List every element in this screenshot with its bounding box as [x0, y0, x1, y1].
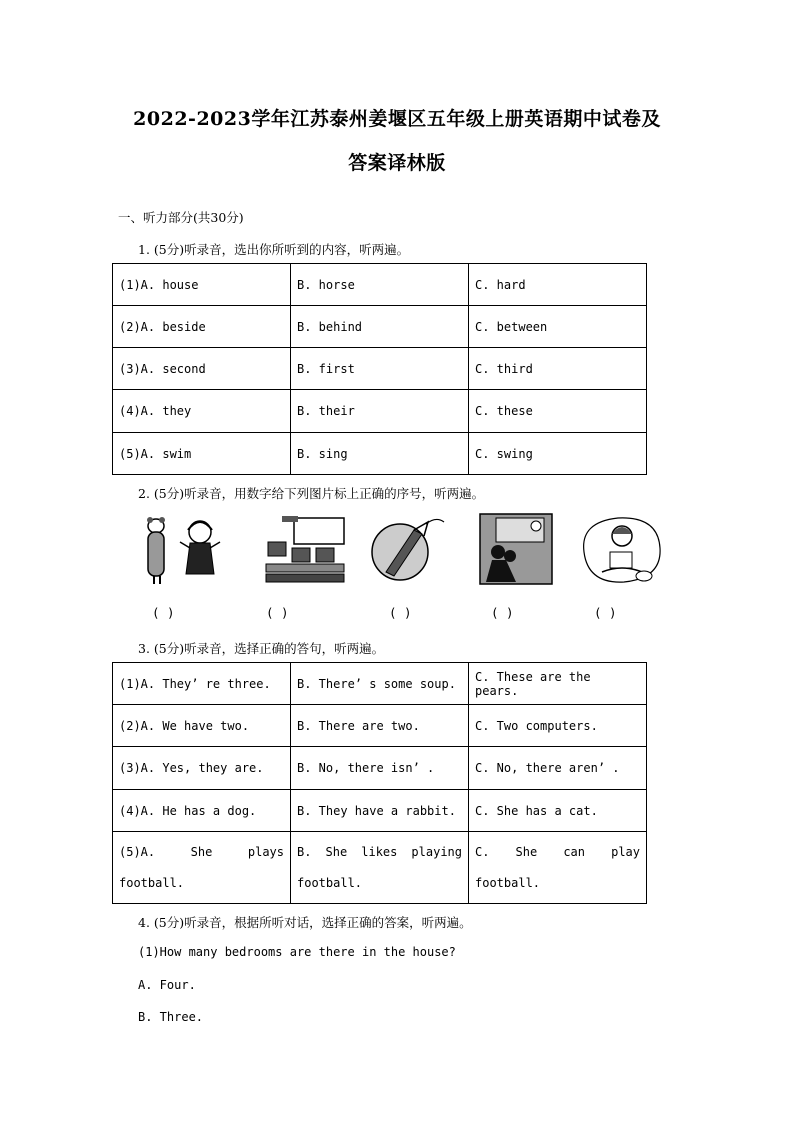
q3-option [291, 832, 469, 904]
q2-answer-blank[interactable]: ( ) [594, 605, 617, 620]
q4-option-a: A. Four. [138, 978, 196, 992]
q3-option: (3)A. Yes, they are. [113, 747, 291, 790]
q2-instruction: 2. (5分)听录音，用数字给下列图片标上正确的序号，听两遍。 [138, 486, 485, 501]
page-title-line2: 答案译林版 [348, 152, 446, 174]
q2-answer-blank[interactable]: ( ) [389, 605, 412, 620]
q3-option: C. Two computers. [469, 705, 647, 747]
q4-subquestion: (1)How many bedrooms are there in the house? [138, 945, 456, 959]
q1-option: C. swing [469, 433, 647, 475]
table-row [113, 306, 647, 348]
q1-option: C. these [469, 390, 647, 433]
q3-option-line: football. [297, 875, 363, 890]
page-title-line1: 2022-2023学年江苏泰州姜堰区五年级上册英语期中试卷及 [133, 108, 661, 130]
q1-option: (5)A. swim [113, 433, 291, 475]
q1-option: B. first [291, 348, 469, 390]
table-row [113, 433, 647, 475]
table-row [113, 747, 647, 790]
q3-option: B. There’ s some soup. [291, 663, 469, 705]
q1-option: B. sing [291, 433, 469, 475]
q3-option: C. She has a cat. [469, 790, 647, 832]
q3-option-line: B. She likes playing [297, 844, 462, 859]
q1-option: B. behind [291, 306, 469, 348]
table-row [113, 832, 647, 904]
q3-option-line: (5)A. She plays [119, 844, 284, 859]
table-row [113, 705, 647, 747]
q3-option: (4)A. He has a dog. [113, 790, 291, 832]
q1-option: (4)A. they [113, 390, 291, 433]
q1-option: (1)A. house [113, 264, 291, 306]
girl-reading-picture [578, 512, 662, 588]
q3-option [469, 832, 647, 904]
table-row [113, 790, 647, 832]
q3-option-line: football. [119, 875, 185, 890]
q1-instruction: 1. (5分)听录音，选出你所听到的内容，听两遍。 [138, 242, 410, 257]
q3-option: B. There are two. [291, 705, 469, 747]
q2-answer-blank[interactable]: ( ) [152, 605, 175, 620]
q1-option: B. horse [291, 264, 469, 306]
q3-option-line: C. She can play [475, 844, 640, 859]
q2-answer-blank[interactable]: ( ) [491, 605, 514, 620]
table-row [113, 264, 647, 306]
bear-and-girl-picture [140, 512, 224, 588]
people-watching-picture [476, 512, 560, 588]
q3-option: (2)A. We have two. [113, 705, 291, 747]
q1-option: C. hard [469, 264, 647, 306]
q4-option-b: B. Three. [138, 1010, 204, 1024]
kite-picture [366, 512, 450, 588]
q1-table [112, 263, 647, 475]
q3-option [113, 832, 291, 904]
q1-option: (2)A. beside [113, 306, 291, 348]
table-row [113, 663, 647, 705]
q3-option: (1)A. They’ re three. [113, 663, 291, 705]
q3-table [112, 662, 647, 904]
q4-instruction: 4. (5分)听录音，根据所听对话，选择正确的答案，听两遍。 [138, 915, 472, 930]
q3-instruction: 3. (5分)听录音，选择正确的答句，听两遍。 [138, 641, 385, 656]
q1-option: (3)A. second [113, 348, 291, 390]
table-row [113, 348, 647, 390]
q2-picture-row [140, 512, 680, 592]
q1-option: B. their [291, 390, 469, 433]
computer-room-picture [264, 512, 348, 588]
q3-option: B. No, there isn’ . [291, 747, 469, 790]
q3-option-line: football. [475, 875, 541, 890]
q3-option: C. These are the pears. [469, 663, 647, 705]
table-row [113, 390, 647, 433]
q3-option: B. They have a rabbit. [291, 790, 469, 832]
q1-option: C. between [469, 306, 647, 348]
q1-option: C. third [469, 348, 647, 390]
q2-answer-blank[interactable]: ( ) [266, 605, 289, 620]
section-heading: 一、听力部分(共30分) [118, 210, 244, 225]
q3-option: C. No, there aren’ . [469, 747, 647, 790]
